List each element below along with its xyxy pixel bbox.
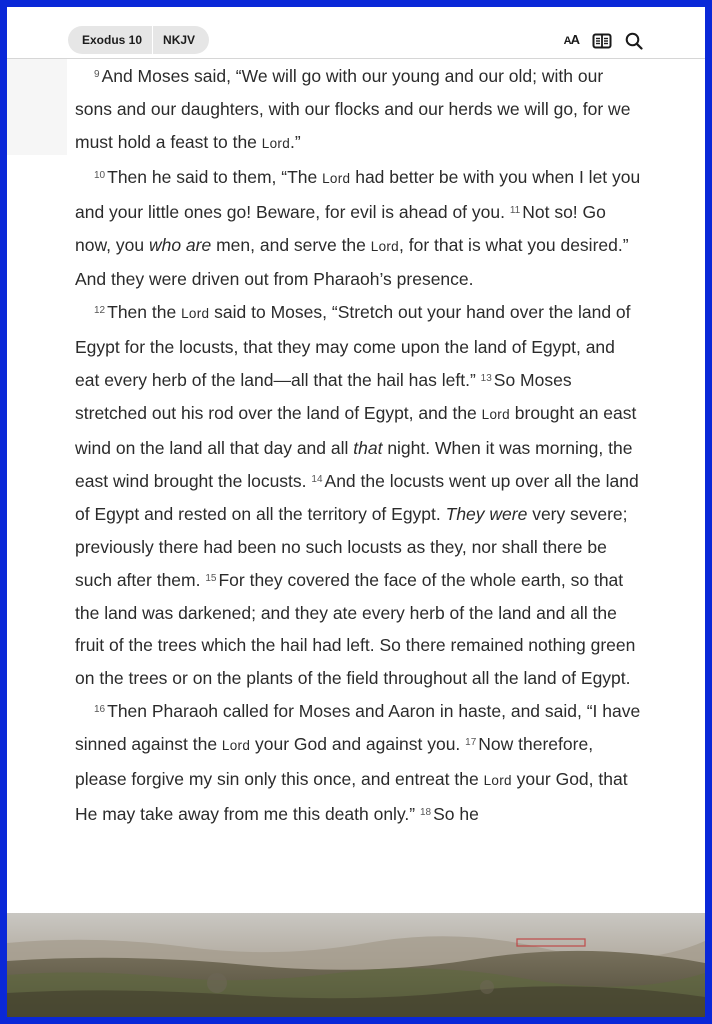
- verse-number: 16: [94, 704, 106, 716]
- divine-name: Lord: [181, 306, 210, 322]
- landscape-image: [7, 913, 705, 1017]
- verse-number: 11: [509, 204, 521, 216]
- verse-number: 12: [94, 305, 106, 317]
- book-chapter-button[interactable]: Exodus 10: [82, 33, 143, 47]
- verse-number: 18: [419, 806, 432, 818]
- version-button[interactable]: NKJV: [163, 33, 196, 47]
- divine-name: Lord: [481, 407, 510, 423]
- divine-name: Lord: [322, 170, 351, 186]
- divine-name: Lord: [221, 738, 251, 754]
- paragraph: $^{16}$ Then Pharaoh called for Moses and Aaron in haste, and said, “I have sinned against the Lord your God and against you. $^{17}$ Now therefore, please forgive my sin only this once, and entreat the Lord your God, that He may take away from me this death only.” $^{18}$ So he: [75, 701, 641, 824]
- verse-number: 13: [480, 373, 492, 385]
- paragraph: $^9$ And Moses said, “We will go with our young and our old; with our sons and our daughters, with our flocks and our herds we will go, for we must hold a feast to the Lord.”: [75, 66, 631, 152]
- paragraph: $^{12}$ Then the Lord said to Moses, “Stretch out your hand over the land of Egypt for the locusts, that they may come upon the land of Egypt, and eat every herb of the land—all that the hail has left.” $^{13}$ So Moses stretched out his rod over the land of Egypt, and the Lord brought an east wind on the land all that day and all that night. When it was morning, the east wind brought the locusts. $^{14}$ And the locusts went up over all the land of Egypt and rested on all the territory of Egypt. They were very severe; previously there had been no such locusts as they, nor shall there be such after them. $^{15}$ For they covered the face of the whole earth, so that the land was darkened; and they ate every herb of the land and all the fruit of the trees which the hail had left. So there remained nothing green on the trees or on the plants of the field throughout all the land of Egypt.: [75, 302, 639, 689]
- divine-name: Lord: [483, 773, 512, 789]
- divine-name: Lord: [370, 238, 399, 254]
- passage-text: [75, 60, 641, 831]
- book-icon[interactable]: [592, 33, 612, 49]
- divine-name: Lord: [261, 135, 291, 151]
- verse-number: 10: [94, 169, 106, 181]
- verse-number: 14: [311, 473, 323, 485]
- app-window: [7, 7, 705, 1017]
- verse-number: 9: [94, 69, 100, 80]
- toolbar-icons: [564, 29, 643, 52]
- faded-overlay: [7, 59, 67, 155]
- passage-selector[interactable]: [68, 26, 209, 54]
- verse-number: 15: [205, 572, 217, 584]
- text-size-icon[interactable]: AA: [563, 32, 579, 47]
- top-bar: [7, 7, 705, 59]
- search-icon[interactable]: [625, 32, 643, 50]
- paragraph: $^{10}$ Then he said to them, “The Lord had better be with you when I let you and your little ones go! Beware, for evil is ahead of you. $^{11}$ Not so! Go now, you who are men, and serve the Lord, for that is what you desired.” And they were driven out from Pharaoh’s presence.: [75, 166, 641, 290]
- verse-number: 17: [465, 737, 477, 749]
- landscape-illustration: [7, 913, 705, 1017]
